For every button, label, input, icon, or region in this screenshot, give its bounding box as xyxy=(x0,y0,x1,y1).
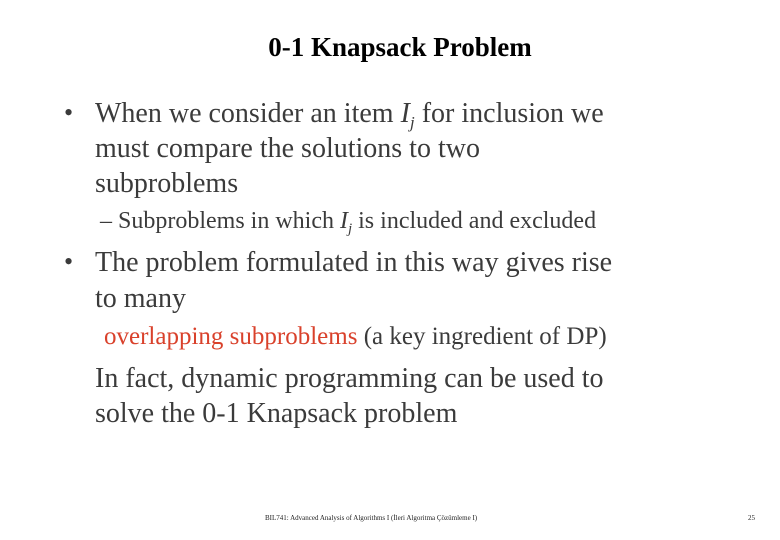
bullet-1-text-post: for inclusion we xyxy=(414,98,604,129)
overlapping-subproblems-text: overlapping subproblems xyxy=(104,323,358,350)
key-ingredient-text: (a key ingredient of DP) xyxy=(357,323,607,350)
bullet-2-line-2: to many xyxy=(95,283,186,314)
bullet-1-line-1 xyxy=(95,100,604,131)
page-number: 25 xyxy=(748,514,755,522)
bullet-1-line-3: subproblems xyxy=(95,168,239,199)
bullet-2-line-1: The problem formulated in this way gives rise xyxy=(95,247,613,278)
highlight-line xyxy=(104,324,607,349)
item-variable: $I_j$ xyxy=(400,98,415,133)
paragraph-line-2: solve the 0-1 Knapsack problem xyxy=(95,398,458,429)
bullet-1-line-2: must compare the solutions to two xyxy=(95,133,480,164)
bullet-2-marker: • xyxy=(64,247,74,276)
slide-footer: BIL741: Advanced Analysis of Algorithms I (İleri Algoritma Çözümleme I) xyxy=(265,514,478,522)
sub-item-variable: $I_j$ xyxy=(340,208,353,238)
paragraph-line-1: In fact, dynamic programming can be used to xyxy=(95,363,604,394)
sub-bullet-1: – Subproblems in which $I_j$ is included and excluded xyxy=(100,208,597,238)
bullet-1-text-pre: When we consider an item xyxy=(95,98,401,129)
slide-title: 0-1 Knapsack Problem xyxy=(268,32,532,62)
bullet-1-marker: • xyxy=(64,98,74,127)
